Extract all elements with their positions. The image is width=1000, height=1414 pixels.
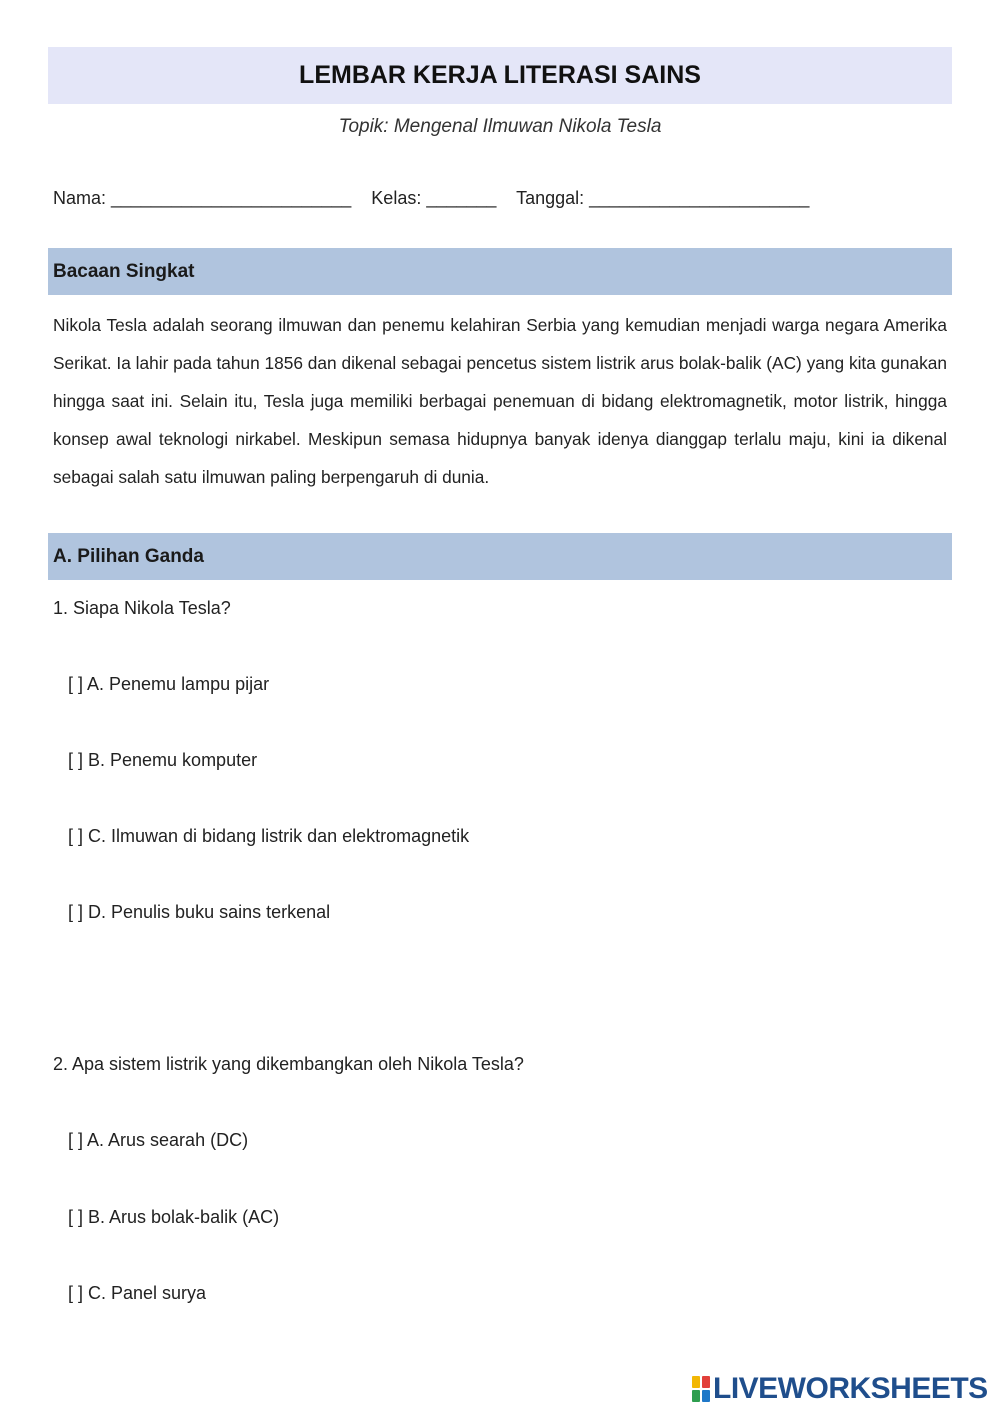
multiple-choice-heading: A. Pilihan Ganda	[53, 545, 204, 567]
multiple-choice-section-header	[48, 533, 952, 580]
page-subtitle: Topik: Mengenal Ilmuwan Nikola Tesla	[338, 116, 662, 137]
logo-tile-icon	[702, 1376, 710, 1388]
nama-field[interactable]: Nama: ________________________	[53, 188, 352, 208]
question-2: 2. Apa sistem listrik yang dikembangkan oleh Nikola Tesla?	[53, 1054, 524, 1074]
title-bar	[48, 47, 952, 104]
logo-text: LIVEWORKSHEETS	[713, 1372, 988, 1405]
identity-row	[53, 188, 809, 209]
q2-option-b[interactable]: [ ] B. Arus bolak-balik (AC)	[68, 1207, 280, 1227]
page-title: LEMBAR KERJA LITERASI SAINS	[299, 61, 701, 89]
logo-tile-icon	[702, 1390, 710, 1402]
logo-tile-icon	[692, 1390, 700, 1402]
liveworksheets-logo	[692, 1372, 988, 1406]
reading-heading: Bacaan Singkat	[53, 260, 195, 282]
reading-section-header	[48, 248, 952, 295]
logo-mark-icon	[692, 1376, 710, 1402]
q2-option-c[interactable]: [ ] C. Panel surya	[68, 1283, 207, 1303]
q2-option-a[interactable]: [ ] A. Arus searah (DC)	[68, 1130, 249, 1150]
logo-tile-icon	[692, 1376, 700, 1388]
q1-option-b[interactable]: [ ] B. Penemu komputer	[68, 750, 258, 770]
reading-text: Nikola Tesla adalah seorang ilmuwan dan penemu kelahiran Serbia yang kemudian menjadi warga negara Amerika Serikat. Ia lahir pada tahun 1856 dan dikenal sebagai pencetus sistem listrik arus bolak-balik (AC) yang kita gunakan hingga saat ini. Selain itu, Tesla juga memiliki berbagai penemuan di bidang elektromagnetik, motor listrik, hingga konsep awal teknologi nirkabel. Meskipun semasa hidupnya banyak idenya dianggap terlalu maju, kini ia dikenal sebagai salah satu ilmuwan paling berpengaruh di dunia.	[53, 315, 947, 487]
q1-option-d[interactable]: [ ] D. Penulis buku sains terkenal	[68, 902, 331, 922]
q1-option-c[interactable]: [ ] C. Ilmuwan di bidang listrik dan elektromagnetik	[68, 826, 470, 846]
question-1: 1. Siapa Nikola Tesla?	[53, 598, 231, 618]
tanggal-field[interactable]: Tanggal: ______________________	[516, 188, 810, 208]
q1-option-a[interactable]: [ ] A. Penemu lampu pijar	[68, 674, 270, 694]
kelas-field[interactable]: Kelas: _______	[371, 188, 497, 208]
